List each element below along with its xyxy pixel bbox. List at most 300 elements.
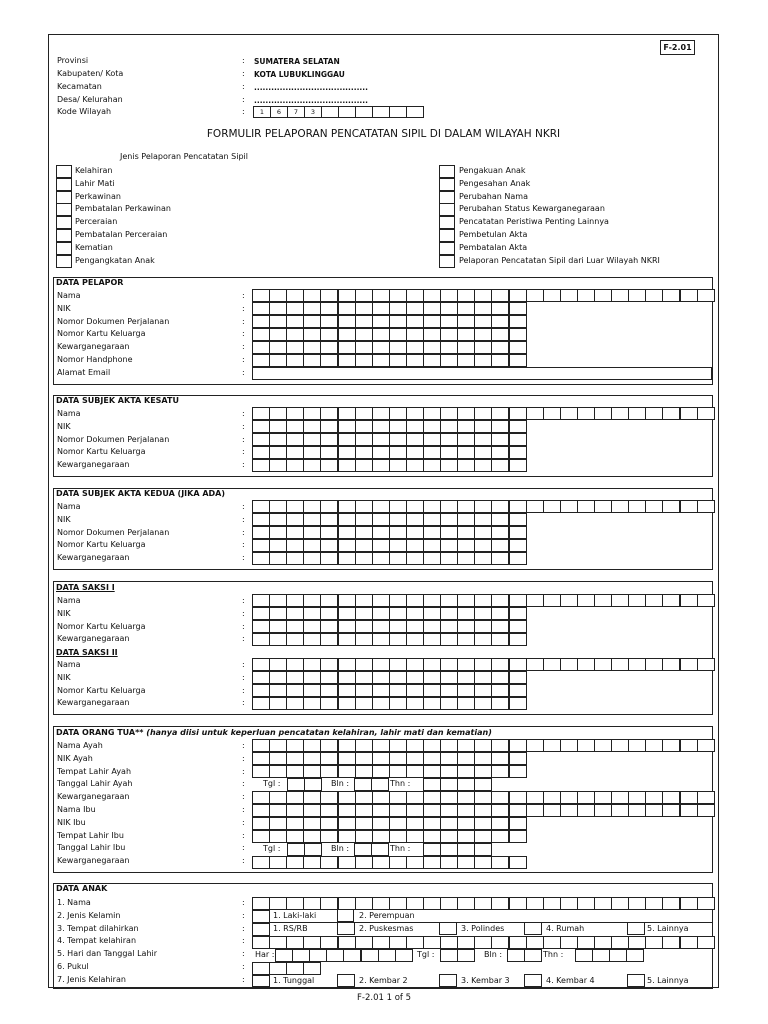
kewarganegaraan-cell[interactable] [509, 791, 527, 804]
field-cell[interactable] [491, 459, 509, 472]
field-cell[interactable] [355, 684, 373, 697]
nama-cell[interactable] [406, 289, 424, 302]
nama-cell[interactable] [252, 594, 270, 607]
nama-cell[interactable] [355, 500, 373, 513]
thn-cell[interactable] [423, 778, 441, 791]
field-cell[interactable] [474, 620, 492, 633]
field-cell[interactable] [355, 607, 373, 620]
field-cell[interactable] [303, 526, 321, 539]
dokumen-cell[interactable] [457, 315, 475, 328]
nik-cell[interactable] [457, 302, 475, 315]
hari-cell[interactable] [309, 949, 327, 962]
nik-ibu-cell[interactable] [474, 817, 492, 830]
field-cell[interactable] [474, 433, 492, 446]
field-cell[interactable] [372, 459, 390, 472]
nama-ibu-cell[interactable] [320, 804, 338, 817]
kk-cell[interactable] [303, 328, 321, 341]
tempat-lahir-ayah-cell[interactable] [286, 765, 304, 778]
kewarganegaraan-cell[interactable] [338, 341, 356, 354]
tempat-kelahiran-cell[interactable] [680, 936, 698, 949]
nama-cell[interactable] [645, 594, 663, 607]
handphone-cell[interactable] [303, 354, 321, 367]
nama-cell[interactable] [320, 407, 338, 420]
field-cell[interactable] [389, 684, 407, 697]
field-cell[interactable] [423, 539, 441, 552]
nik-ibu-cell[interactable] [423, 817, 441, 830]
kode-wilayah-digit[interactable]: 1 [253, 106, 271, 118]
field-cell[interactable] [320, 459, 338, 472]
field-cell[interactable] [509, 552, 527, 565]
nik-ayah-cell[interactable] [269, 752, 287, 765]
field-cell[interactable] [355, 552, 373, 565]
nik-ibu-cell[interactable] [372, 817, 390, 830]
tempat-kelahiran-cell[interactable] [406, 936, 424, 949]
nama-cell[interactable] [662, 289, 680, 302]
nama-cell[interactable] [594, 594, 612, 607]
nama-cell[interactable] [509, 289, 527, 302]
field-cell[interactable] [252, 420, 270, 433]
nama-cell[interactable] [526, 594, 544, 607]
nama-cell[interactable] [491, 289, 509, 302]
handphone-cell[interactable] [406, 354, 424, 367]
tgl-cell[interactable] [304, 843, 322, 856]
nama-ayah-cell[interactable] [611, 739, 629, 752]
field-cell[interactable] [440, 671, 458, 684]
kode-wilayah-digit[interactable] [355, 106, 373, 118]
kewarganegaraan-cell[interactable] [457, 856, 475, 869]
kode-wilayah-digit[interactable] [389, 106, 407, 118]
tempat-lahir-ayah-cell[interactable] [338, 765, 356, 778]
nama-anak-cell[interactable] [423, 897, 441, 910]
field-cell[interactable] [423, 684, 441, 697]
tempat-kelahiran-cell[interactable] [269, 936, 287, 949]
thn-cell[interactable] [474, 778, 492, 791]
field-cell[interactable] [474, 420, 492, 433]
field-cell[interactable] [440, 526, 458, 539]
field-cell[interactable] [389, 539, 407, 552]
field-cell[interactable] [355, 433, 373, 446]
kewarganegaraan-cell[interactable] [252, 791, 270, 804]
kewarganegaraan-cell[interactable] [355, 791, 373, 804]
thn-cell[interactable] [440, 778, 458, 791]
field-cell[interactable] [303, 607, 321, 620]
nik-cell[interactable] [389, 302, 407, 315]
nama-cell[interactable] [320, 289, 338, 302]
nama-ayah-cell[interactable] [491, 739, 509, 752]
kk-cell[interactable] [440, 328, 458, 341]
nama-ayah-cell[interactable] [423, 739, 441, 752]
field-cell[interactable] [457, 446, 475, 459]
field-cell[interactable] [440, 697, 458, 710]
nama-cell[interactable] [440, 500, 458, 513]
field-cell[interactable] [372, 420, 390, 433]
kewarganegaraan-cell[interactable] [440, 791, 458, 804]
field-cell[interactable] [423, 552, 441, 565]
tempat-kelahiran-cell[interactable] [286, 936, 304, 949]
field-cell[interactable] [457, 459, 475, 472]
field-cell[interactable] [389, 633, 407, 646]
nama-anak-cell[interactable] [509, 897, 527, 910]
nama-cell[interactable] [252, 658, 270, 671]
field-cell[interactable] [509, 539, 527, 552]
nama-ayah-cell[interactable] [594, 739, 612, 752]
nama-cell[interactable] [611, 658, 629, 671]
field-cell[interactable] [423, 633, 441, 646]
field-cell[interactable] [338, 697, 356, 710]
field-cell[interactable] [372, 633, 390, 646]
field-cell[interactable] [303, 433, 321, 446]
kewarganegaraan-cell[interactable] [440, 341, 458, 354]
kewarganegaraan-cell[interactable] [303, 791, 321, 804]
nama-cell[interactable] [440, 289, 458, 302]
nama-cell[interactable] [560, 500, 578, 513]
field-cell[interactable] [355, 513, 373, 526]
nama-cell[interactable] [697, 594, 715, 607]
tempat-kelahiran-cell[interactable] [577, 936, 595, 949]
nik-ayah-cell[interactable] [389, 752, 407, 765]
nik-cell[interactable] [491, 302, 509, 315]
nama-cell[interactable] [423, 658, 441, 671]
kewarganegaraan-cell[interactable] [474, 856, 492, 869]
nik-cell[interactable] [509, 302, 527, 315]
kk-cell[interactable] [286, 328, 304, 341]
nama-cell[interactable] [697, 407, 715, 420]
nama-cell[interactable] [628, 658, 646, 671]
tempat-lahir-ibu-cell[interactable] [338, 830, 356, 843]
nama-ibu-cell[interactable] [611, 804, 629, 817]
nama-anak-cell[interactable] [286, 897, 304, 910]
field-cell[interactable] [338, 420, 356, 433]
nama-cell[interactable] [423, 289, 441, 302]
nik-ibu-cell[interactable] [320, 817, 338, 830]
nama-cell[interactable] [286, 658, 304, 671]
kewarganegaraan-cell[interactable] [269, 791, 287, 804]
tempat-lahir-ayah-cell[interactable] [440, 765, 458, 778]
nik-cell[interactable] [355, 302, 373, 315]
kode-wilayah-digit[interactable] [338, 106, 356, 118]
field-cell[interactable] [269, 526, 287, 539]
field-cell[interactable] [252, 697, 270, 710]
field-cell[interactable] [474, 526, 492, 539]
tempat-kelahiran-cell[interactable] [474, 936, 492, 949]
nama-cell[interactable] [628, 500, 646, 513]
field-cell[interactable] [372, 671, 390, 684]
kk-cell[interactable] [423, 328, 441, 341]
nama-ibu-cell[interactable] [474, 804, 492, 817]
nik-ibu-cell[interactable] [491, 817, 509, 830]
field-cell[interactable] [269, 620, 287, 633]
field-cell[interactable] [320, 513, 338, 526]
field-cell[interactable] [474, 539, 492, 552]
field-cell[interactable] [440, 433, 458, 446]
dokumen-cell[interactable] [509, 315, 527, 328]
field-cell[interactable] [252, 607, 270, 620]
field-cell[interactable] [303, 539, 321, 552]
nama-ayah-cell[interactable] [543, 739, 561, 752]
tempat-kelahiran-cell[interactable] [338, 936, 356, 949]
field-cell[interactable] [491, 671, 509, 684]
nik-ibu-cell[interactable] [338, 817, 356, 830]
jenis-checkbox[interactable] [56, 203, 72, 216]
nama-cell[interactable] [252, 407, 270, 420]
nama-cell[interactable] [440, 658, 458, 671]
field-cell[interactable] [509, 633, 527, 646]
nama-ayah-cell[interactable] [662, 739, 680, 752]
nik-cell[interactable] [423, 302, 441, 315]
field-cell[interactable] [440, 684, 458, 697]
nama-cell[interactable] [338, 407, 356, 420]
nama-ayah-cell[interactable] [252, 739, 270, 752]
kk-cell[interactable] [355, 328, 373, 341]
nama-cell[interactable] [526, 500, 544, 513]
field-cell[interactable] [320, 620, 338, 633]
field-cell[interactable] [338, 446, 356, 459]
field-cell[interactable] [509, 513, 527, 526]
tempat-lahir-ayah-cell[interactable] [474, 765, 492, 778]
nama-cell[interactable] [509, 658, 527, 671]
field-cell[interactable] [440, 552, 458, 565]
nama-anak-cell[interactable] [594, 897, 612, 910]
nik-cell[interactable] [474, 302, 492, 315]
nama-anak-cell[interactable] [628, 897, 646, 910]
tempat-kelahiran-cell[interactable] [628, 936, 646, 949]
nama-cell[interactable] [509, 407, 527, 420]
nama-ibu-cell[interactable] [680, 804, 698, 817]
kewarganegaraan-cell[interactable] [303, 341, 321, 354]
nama-cell[interactable] [338, 500, 356, 513]
nik-ibu-cell[interactable] [509, 817, 527, 830]
field-cell[interactable] [286, 607, 304, 620]
option-checkbox[interactable] [627, 922, 645, 935]
handphone-cell[interactable] [423, 354, 441, 367]
tempat-lahir-ibu-cell[interactable] [423, 830, 441, 843]
field-cell[interactable] [440, 607, 458, 620]
field-cell[interactable] [269, 607, 287, 620]
jenis-checkbox[interactable] [56, 216, 72, 229]
nama-cell[interactable] [611, 407, 629, 420]
nik-ayah-cell[interactable] [406, 752, 424, 765]
tempat-kelahiran-cell[interactable] [423, 936, 441, 949]
nama-cell[interactable] [457, 407, 475, 420]
field-cell[interactable] [269, 513, 287, 526]
nama-ayah-cell[interactable] [526, 739, 544, 752]
field-cell[interactable] [457, 684, 475, 697]
field-cell[interactable] [269, 633, 287, 646]
nama-cell[interactable] [680, 500, 698, 513]
field-cell[interactable] [338, 633, 356, 646]
field-cell[interactable] [355, 420, 373, 433]
nama-cell[interactable] [252, 289, 270, 302]
nama-cell[interactable] [577, 594, 595, 607]
nama-ibu-cell[interactable] [286, 804, 304, 817]
tempat-lahir-ayah-cell[interactable] [372, 765, 390, 778]
nik-ayah-cell[interactable] [286, 752, 304, 765]
tempat-kelahiran-cell[interactable] [372, 936, 390, 949]
field-cell[interactable] [474, 671, 492, 684]
field-cell[interactable] [320, 697, 338, 710]
kewarganegaraan-cell[interactable] [372, 341, 390, 354]
nama-cell[interactable] [645, 500, 663, 513]
nama-ayah-cell[interactable] [406, 739, 424, 752]
nik-cell[interactable] [252, 302, 270, 315]
field-cell[interactable] [320, 552, 338, 565]
field-cell[interactable] [406, 539, 424, 552]
field-cell[interactable] [252, 433, 270, 446]
field-cell[interactable] [509, 526, 527, 539]
nik-ayah-cell[interactable] [509, 752, 527, 765]
nama-cell[interactable] [372, 658, 390, 671]
handphone-cell[interactable] [355, 354, 373, 367]
nama-cell[interactable] [286, 500, 304, 513]
field-cell[interactable] [338, 513, 356, 526]
field-cell[interactable] [338, 552, 356, 565]
field-cell[interactable] [269, 684, 287, 697]
field-cell[interactable] [355, 633, 373, 646]
nama-ibu-cell[interactable] [543, 804, 561, 817]
tempat-lahir-ibu-cell[interactable] [252, 830, 270, 843]
field-cell[interactable] [269, 539, 287, 552]
kewarganegaraan-cell[interactable] [389, 791, 407, 804]
nama-cell[interactable] [269, 500, 287, 513]
nik-ibu-cell[interactable] [286, 817, 304, 830]
nama-cell[interactable] [628, 289, 646, 302]
field-cell[interactable] [320, 607, 338, 620]
kewarganegaraan-cell[interactable] [252, 341, 270, 354]
nama-anak-cell[interactable] [577, 897, 595, 910]
nama-ibu-cell[interactable] [252, 804, 270, 817]
kewarganegaraan-cell[interactable] [286, 856, 304, 869]
kewarganegaraan-cell[interactable] [372, 791, 390, 804]
kewarganegaraan-cell[interactable] [303, 856, 321, 869]
nama-cell[interactable] [372, 407, 390, 420]
field-cell[interactable] [372, 607, 390, 620]
field-cell[interactable] [252, 671, 270, 684]
kewarganegaraan-cell[interactable] [560, 791, 578, 804]
field-cell[interactable] [457, 697, 475, 710]
nama-cell[interactable] [526, 289, 544, 302]
tempat-lahir-ibu-cell[interactable] [372, 830, 390, 843]
field-cell[interactable] [509, 433, 527, 446]
nama-ayah-cell[interactable] [338, 739, 356, 752]
nik-ayah-cell[interactable] [474, 752, 492, 765]
nama-anak-cell[interactable] [543, 897, 561, 910]
nama-cell[interactable] [286, 594, 304, 607]
jenis-checkbox[interactable] [439, 178, 455, 191]
field-cell[interactable] [303, 459, 321, 472]
tempat-kelahiran-cell[interactable] [509, 936, 527, 949]
field-cell[interactable] [389, 433, 407, 446]
kewarganegaraan-cell[interactable] [474, 791, 492, 804]
nik-cell[interactable] [303, 302, 321, 315]
kewarganegaraan-cell[interactable] [491, 791, 509, 804]
nama-cell[interactable] [543, 500, 561, 513]
bln-cell[interactable] [371, 843, 389, 856]
field-cell[interactable] [457, 526, 475, 539]
nama-cell[interactable] [491, 594, 509, 607]
nama-ayah-cell[interactable] [560, 739, 578, 752]
field-cell[interactable] [372, 620, 390, 633]
field-cell[interactable] [372, 513, 390, 526]
jenis-checkbox[interactable] [56, 242, 72, 255]
field-cell[interactable] [286, 526, 304, 539]
field-cell[interactable] [338, 459, 356, 472]
nik-cell[interactable] [286, 302, 304, 315]
nama-anak-cell[interactable] [372, 897, 390, 910]
kode-wilayah-digit[interactable] [372, 106, 390, 118]
field-cell[interactable] [269, 671, 287, 684]
field-cell[interactable] [474, 459, 492, 472]
kewarganegaraan-cell[interactable] [491, 341, 509, 354]
nama-ibu-cell[interactable] [662, 804, 680, 817]
nik-ibu-cell[interactable] [440, 817, 458, 830]
tempat-kelahiran-cell[interactable] [303, 936, 321, 949]
field-cell[interactable] [372, 526, 390, 539]
field-cell[interactable] [303, 552, 321, 565]
nik-cell[interactable] [338, 302, 356, 315]
field-cell[interactable] [372, 697, 390, 710]
nama-cell[interactable] [577, 289, 595, 302]
nama-ibu-cell[interactable] [440, 804, 458, 817]
kewarganegaraan-cell[interactable] [338, 791, 356, 804]
bln-cell[interactable] [354, 778, 372, 791]
nik-ibu-cell[interactable] [389, 817, 407, 830]
field-cell[interactable] [406, 697, 424, 710]
field-cell[interactable] [303, 697, 321, 710]
nama-cell[interactable] [457, 594, 475, 607]
tempat-kelahiran-cell[interactable] [543, 936, 561, 949]
nama-cell[interactable] [474, 500, 492, 513]
field-cell[interactable] [474, 552, 492, 565]
handphone-cell[interactable] [320, 354, 338, 367]
nama-cell[interactable] [697, 500, 715, 513]
option-code-cell[interactable] [252, 923, 270, 936]
nama-ibu-cell[interactable] [594, 804, 612, 817]
nama-cell[interactable] [697, 658, 715, 671]
field-cell[interactable] [474, 684, 492, 697]
nama-cell[interactable] [338, 289, 356, 302]
field-cell[interactable] [423, 420, 441, 433]
kewarganegaraan-cell[interactable] [252, 856, 270, 869]
nama-cell[interactable] [406, 500, 424, 513]
bln-cell[interactable] [371, 778, 389, 791]
nama-ibu-cell[interactable] [645, 804, 663, 817]
field-cell[interactable] [269, 459, 287, 472]
nik-ayah-cell[interactable] [372, 752, 390, 765]
kewarganegaraan-cell[interactable] [423, 341, 441, 354]
nama-cell[interactable] [577, 500, 595, 513]
field-cell[interactable] [338, 539, 356, 552]
field-cell[interactable] [474, 513, 492, 526]
option-checkbox[interactable] [524, 974, 542, 987]
field-cell[interactable] [303, 671, 321, 684]
field-cell[interactable] [491, 433, 509, 446]
dokumen-cell[interactable] [406, 315, 424, 328]
tempat-kelahiran-cell[interactable] [526, 936, 544, 949]
thn-cell[interactable] [457, 778, 475, 791]
nama-cell[interactable] [389, 289, 407, 302]
dokumen-cell[interactable] [491, 315, 509, 328]
nama-cell[interactable] [320, 594, 338, 607]
field-cell[interactable] [355, 446, 373, 459]
nama-cell[interactable] [423, 407, 441, 420]
nama-cell[interactable] [372, 594, 390, 607]
nama-cell[interactable] [680, 289, 698, 302]
pukul-cell[interactable] [286, 962, 304, 975]
field-cell[interactable] [389, 552, 407, 565]
nama-cell[interactable] [560, 289, 578, 302]
nama-anak-cell[interactable] [662, 897, 680, 910]
nama-ibu-cell[interactable] [423, 804, 441, 817]
